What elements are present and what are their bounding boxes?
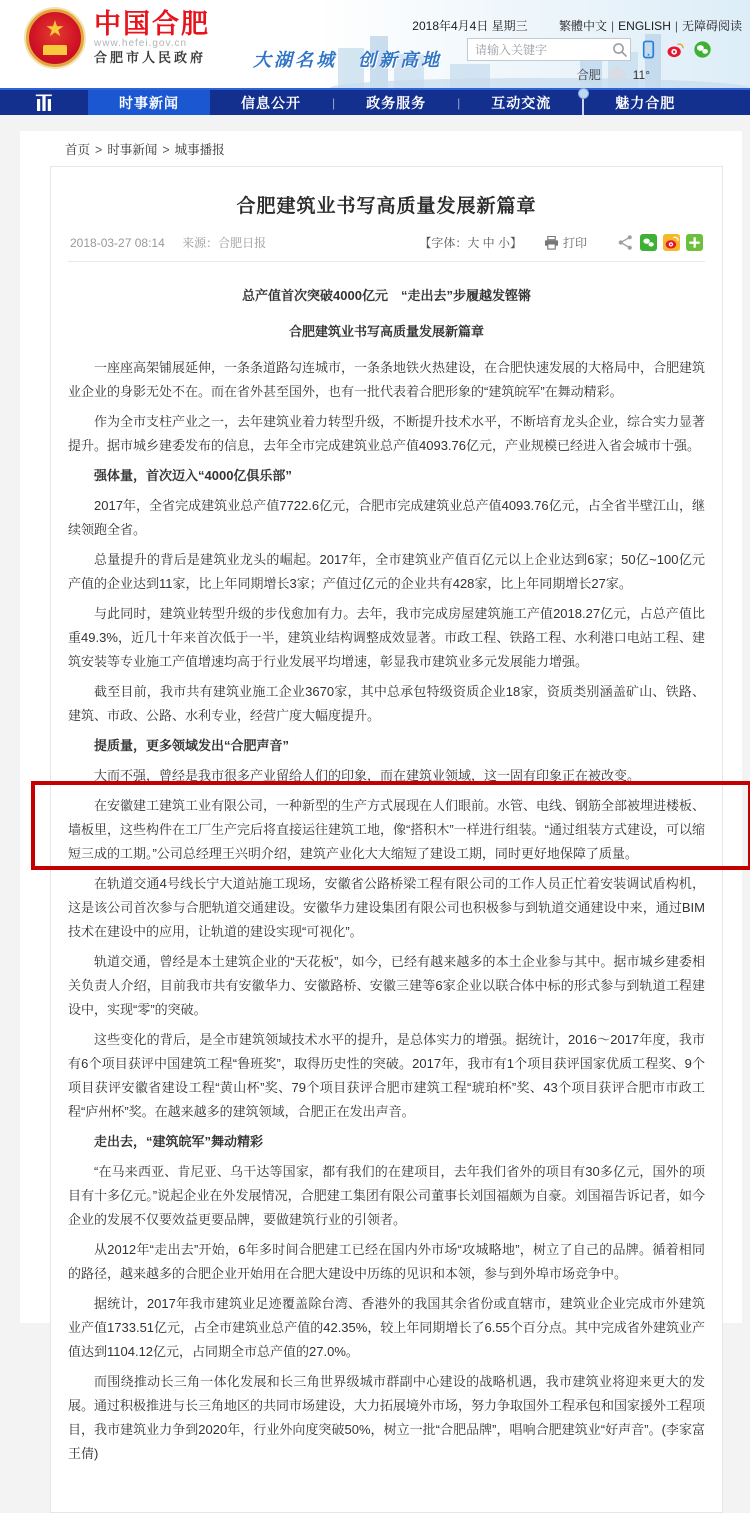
lang-separator: | bbox=[674, 19, 678, 33]
article-paragraph-18: 据统计，2017年我市建筑业足迹覆盖除台湾、香港外的我国其余省份或直辖市，建筑业企业完成市外建筑业产值1733.51亿元，占全市建筑业总产值的42.35%，较上年同期增长了6.55个百分点。其中完成省外建筑业产值达到1104.12亿元，占同期全市总产值的27.0%。 bbox=[68, 1296, 705, 1359]
nav-home-button[interactable] bbox=[0, 90, 88, 115]
header-date: 2018年4月4日 星期三 bbox=[412, 19, 528, 33]
language-links bbox=[559, 19, 742, 33]
nav-item-0[interactable]: 时事新闻 bbox=[88, 90, 210, 115]
cloud-icon bbox=[608, 70, 626, 79]
printer-icon bbox=[544, 236, 559, 250]
article-paragraph-6: 总量提升的背后是建筑业龙头的崛起。2017年，全市建筑业产值百亿元以上企业达到6家；50亿~100亿元产值的企业达到11家，比上年同期增长3家；产值过亿元的企业共有428家，比上年同期增长27家。 bbox=[68, 552, 705, 591]
mobile-phone-icon[interactable] bbox=[639, 40, 658, 59]
emblem-gate bbox=[43, 45, 67, 55]
search-box[interactable] bbox=[467, 38, 631, 61]
city-slogan: 大湖名城 创新高地 bbox=[253, 50, 442, 70]
lang-link-0[interactable]: 繁體中文 bbox=[559, 19, 608, 33]
main-nav bbox=[0, 88, 750, 115]
lang-link-1[interactable]: ENGLISH bbox=[618, 19, 671, 33]
site-name: 中国合肥 bbox=[94, 9, 210, 39]
article-paragraph-16: “在马来西亚、肯尼亚、乌干达等国家，都有我们的在建项目，去年我们省外的项目有30多亿元，国外的项目有十多亿元。”说起企业在外发展情况，合肥建工集团有限公司董事长刘国福颇为自豪。刘国福告诉记者，如今企业的发展不仅要效益更要品牌，要做建筑行业的引领者。 bbox=[68, 1164, 705, 1227]
article-paragraph-7: 与此同时，建筑业转型升级的步伐愈加有力。去年，我市完成房屋建筑施工产值2018.27亿元，占总产值比重49.3%，近几十年来首次低于一半，建筑业结构调整成效显著。市政工程、铁路工程、水利港口电站工程、建筑安装等专业施工产值增速均高于行业发展平均增速，彰显我市建筑业多元发展能力增强。 bbox=[68, 606, 705, 669]
lang-separator: | bbox=[611, 19, 615, 33]
article-paragraph-8: 截至目前，我市共有建筑业施工企业3670家，其中总承包特级资质企业18家，资质类别涵盖矿山、铁路、建筑、市政、公路、水利专业，经营广度大幅度提升。 bbox=[68, 684, 705, 723]
print-label: 打印 bbox=[562, 236, 587, 250]
article-paragraph-19: 而围绕推动长三角一体化发展和长三角世界级城市群副中心建设的战略机遇，我市建筑业将迎来更大的发展。通过积极推进与长三角地区的共同市场建设，大力拓展境外市场，努力争取国外工程承包和国家援外工程项目，我市建筑业力争到2020年，行业外向度突破50%，树立一批“合肥品牌”，唱响合肥建筑业“好声音”。(李家富 王倩) bbox=[68, 1374, 706, 1461]
nav-item-4[interactable]: 魅力合肥 bbox=[615, 94, 676, 111]
nav-items bbox=[88, 90, 706, 115]
weibo-icon[interactable] bbox=[666, 40, 685, 59]
article-paragraph-15: 走出去，“建筑皖军”舞动精彩 bbox=[94, 1134, 264, 1149]
share-icons bbox=[611, 234, 703, 251]
site-subtitle: 合肥市人民政府 bbox=[94, 50, 207, 65]
masthead bbox=[0, 0, 750, 88]
nav-item-3[interactable]: 互动交流 bbox=[491, 94, 552, 111]
article-paragraph-9: 提质量，更多领域发出“合肥声音” bbox=[94, 738, 290, 753]
article-meta-right bbox=[419, 234, 703, 251]
weather-city: 合肥 bbox=[576, 68, 601, 82]
article-title: 合肥建筑业书写高质量发展新篇章 bbox=[236, 196, 537, 217]
article-meta-row bbox=[68, 234, 705, 262]
nav-separator: | bbox=[332, 95, 336, 110]
article-meta-left bbox=[70, 234, 266, 251]
site-logo[interactable] bbox=[26, 9, 210, 67]
article-paragraph-1: 合肥建筑业书写高质量发展新篇章 bbox=[288, 324, 484, 339]
highlighted-paragraph: 在安徽建工建筑工业有限公司，一种新型的生产方式展现在人们眼前。水管、电线、钢筋全部被埋进楼板、墙板里，这些构件在工厂生产完后将直接运往建筑工地，像“搭积木”一样进行组装。“通过组装方式建设，可以缩短三成的工期。”公司总经理王兴明介绍，建筑产业化大大缩短了建设工期，同时更好地保障了质量。 bbox=[68, 798, 706, 861]
share-wechat-icon[interactable] bbox=[640, 234, 657, 251]
nav-item-1[interactable]: 信息公开 bbox=[241, 94, 301, 111]
article-paragraph-5: 2017年，全省完成建筑业总产值7722.6亿元，合肥市完成建筑业总产值4093.76亿元，占全省半壁江山，继续领跑全省。 bbox=[68, 498, 705, 537]
article-paragraph-3: 作为全市支柱产业之一，去年建筑业着力转型升级，不断提升技术水平，不断培育龙头企业，综合实力显著提升。据市城乡建委发布的信息，去年全市完成建筑业总产值4093.76亿元，产业规模已经进入省会城市十强。 bbox=[68, 414, 706, 453]
site-url: www.hefei.gov.cn bbox=[94, 38, 188, 49]
font-size-control[interactable]: 【字体：大 中 小】 bbox=[419, 236, 522, 250]
wechat-icon[interactable] bbox=[693, 40, 712, 59]
building-icon bbox=[34, 94, 54, 111]
header-search-row bbox=[467, 38, 712, 61]
share-weibo-icon[interactable] bbox=[663, 234, 680, 251]
breadcrumb-item-1[interactable]: 时事新闻 bbox=[107, 143, 158, 157]
article-paragraph-13: 轨道交通，曾经是本土建筑企业的“天花板”，如今，已经有越来越多的本土企业参与其中。据市城乡建委相关负责人介绍，目前我市共有安徽华力、安徽路桥、安徽三建等6家企业以联合体中标的形式参与到轨道工程建设中，实现“零”的突破。 bbox=[68, 954, 705, 1017]
breadcrumb-separator: > bbox=[162, 143, 170, 157]
breadcrumb-separator: > bbox=[95, 143, 103, 157]
header-top-links bbox=[412, 17, 742, 34]
article-paragraph-17: 从2012年“走出去”开始，6年多时间合肥建工已经在国内外市场“攻城略地”，树立了自己的品牌。循着相同的路径，越来越多的合肥企业开始用在合肥大建设中历练的见识和本领，参与到外埠市场竞争中。 bbox=[68, 1242, 705, 1281]
logo-text bbox=[94, 10, 210, 66]
national-emblem-icon bbox=[26, 9, 84, 67]
article-source: 来源：合肥日报 bbox=[182, 236, 267, 250]
article-paragraph-10: 大而不强，曾经是我市很多产业留给人们的印象，而在建筑业领域，这一固有印象正在被改变。 bbox=[94, 768, 641, 783]
article-paragraph-0: 总产值首次突破4000亿元 “走出去”步履越发铿锵 bbox=[242, 288, 531, 303]
breadcrumb-item-2: 城事播报 bbox=[174, 143, 225, 157]
print-button[interactable] bbox=[544, 234, 587, 251]
share-nodes-icon[interactable] bbox=[617, 234, 634, 251]
article-content bbox=[68, 284, 705, 1466]
article-paragraph-14: 这些变化的背后，是全市建筑领域技术水平的提升，是总体实力的增强。据统计，2016～2017年度，我市有6个项目获评中国建筑工程“鲁班奖”，取得历史性的突破。2017年，我市有1个项目获评国家优质工程奖、9个项目获评安徽省建设工程“黄山杯”奖、79个项目获评合肥市建筑工程“琥珀杯”奖、43个项目获评合肥市市政工程“庐州杯”奖。在越来越多的建筑领域，合肥正在发出声音。 bbox=[68, 1032, 705, 1119]
weather-widget[interactable] bbox=[577, 66, 650, 83]
article-box bbox=[50, 166, 723, 1513]
nav-separator: | bbox=[457, 95, 461, 110]
article-paragraph-2: 一座座高架铺展延伸，一条条道路勾连城市，一条条地铁火热建设，在合肥快速发展的大格局中，合肥建筑业企业的身影无处不在。而在省外甚至国外，也有一批代表着合肥形象的“建筑皖军”在舞动精彩。 bbox=[68, 360, 706, 399]
main-content-panel bbox=[20, 131, 742, 1461]
article-date: 2018-03-27 08:14 bbox=[70, 236, 165, 250]
lang-link-2[interactable]: 无障碍阅读 bbox=[681, 19, 742, 33]
nav-item-2[interactable]: 政务服务 bbox=[366, 94, 427, 111]
article-paragraph-12: 在轨道交通4号线长宁大道站施工现场，安徽省公路桥梁工程有限公司的工作人员正忙着安装调试盾构机，这是该公司首次参与合肥轨道交通建设。安徽华力建设集团有限公司也积极参与到轨道交通建设中来，通过BIM技术在建设中的应用，让轨道的建设实现“可视化”。 bbox=[68, 876, 705, 939]
highlight-wrapper bbox=[68, 794, 705, 866]
share-more-icon[interactable] bbox=[686, 234, 703, 251]
search-icon[interactable] bbox=[610, 40, 630, 60]
breadcrumb-item-0[interactable]: 首页 bbox=[65, 143, 91, 157]
weather-temp: 11° bbox=[632, 67, 650, 82]
nav-pin-decoration bbox=[582, 92, 584, 115]
breadcrumb bbox=[20, 131, 742, 166]
emblem-star: ★ bbox=[45, 16, 65, 41]
article-paragraph-4: 强体量，首次迈入“4000亿俱乐部” bbox=[94, 468, 292, 483]
search-input[interactable] bbox=[468, 43, 610, 57]
